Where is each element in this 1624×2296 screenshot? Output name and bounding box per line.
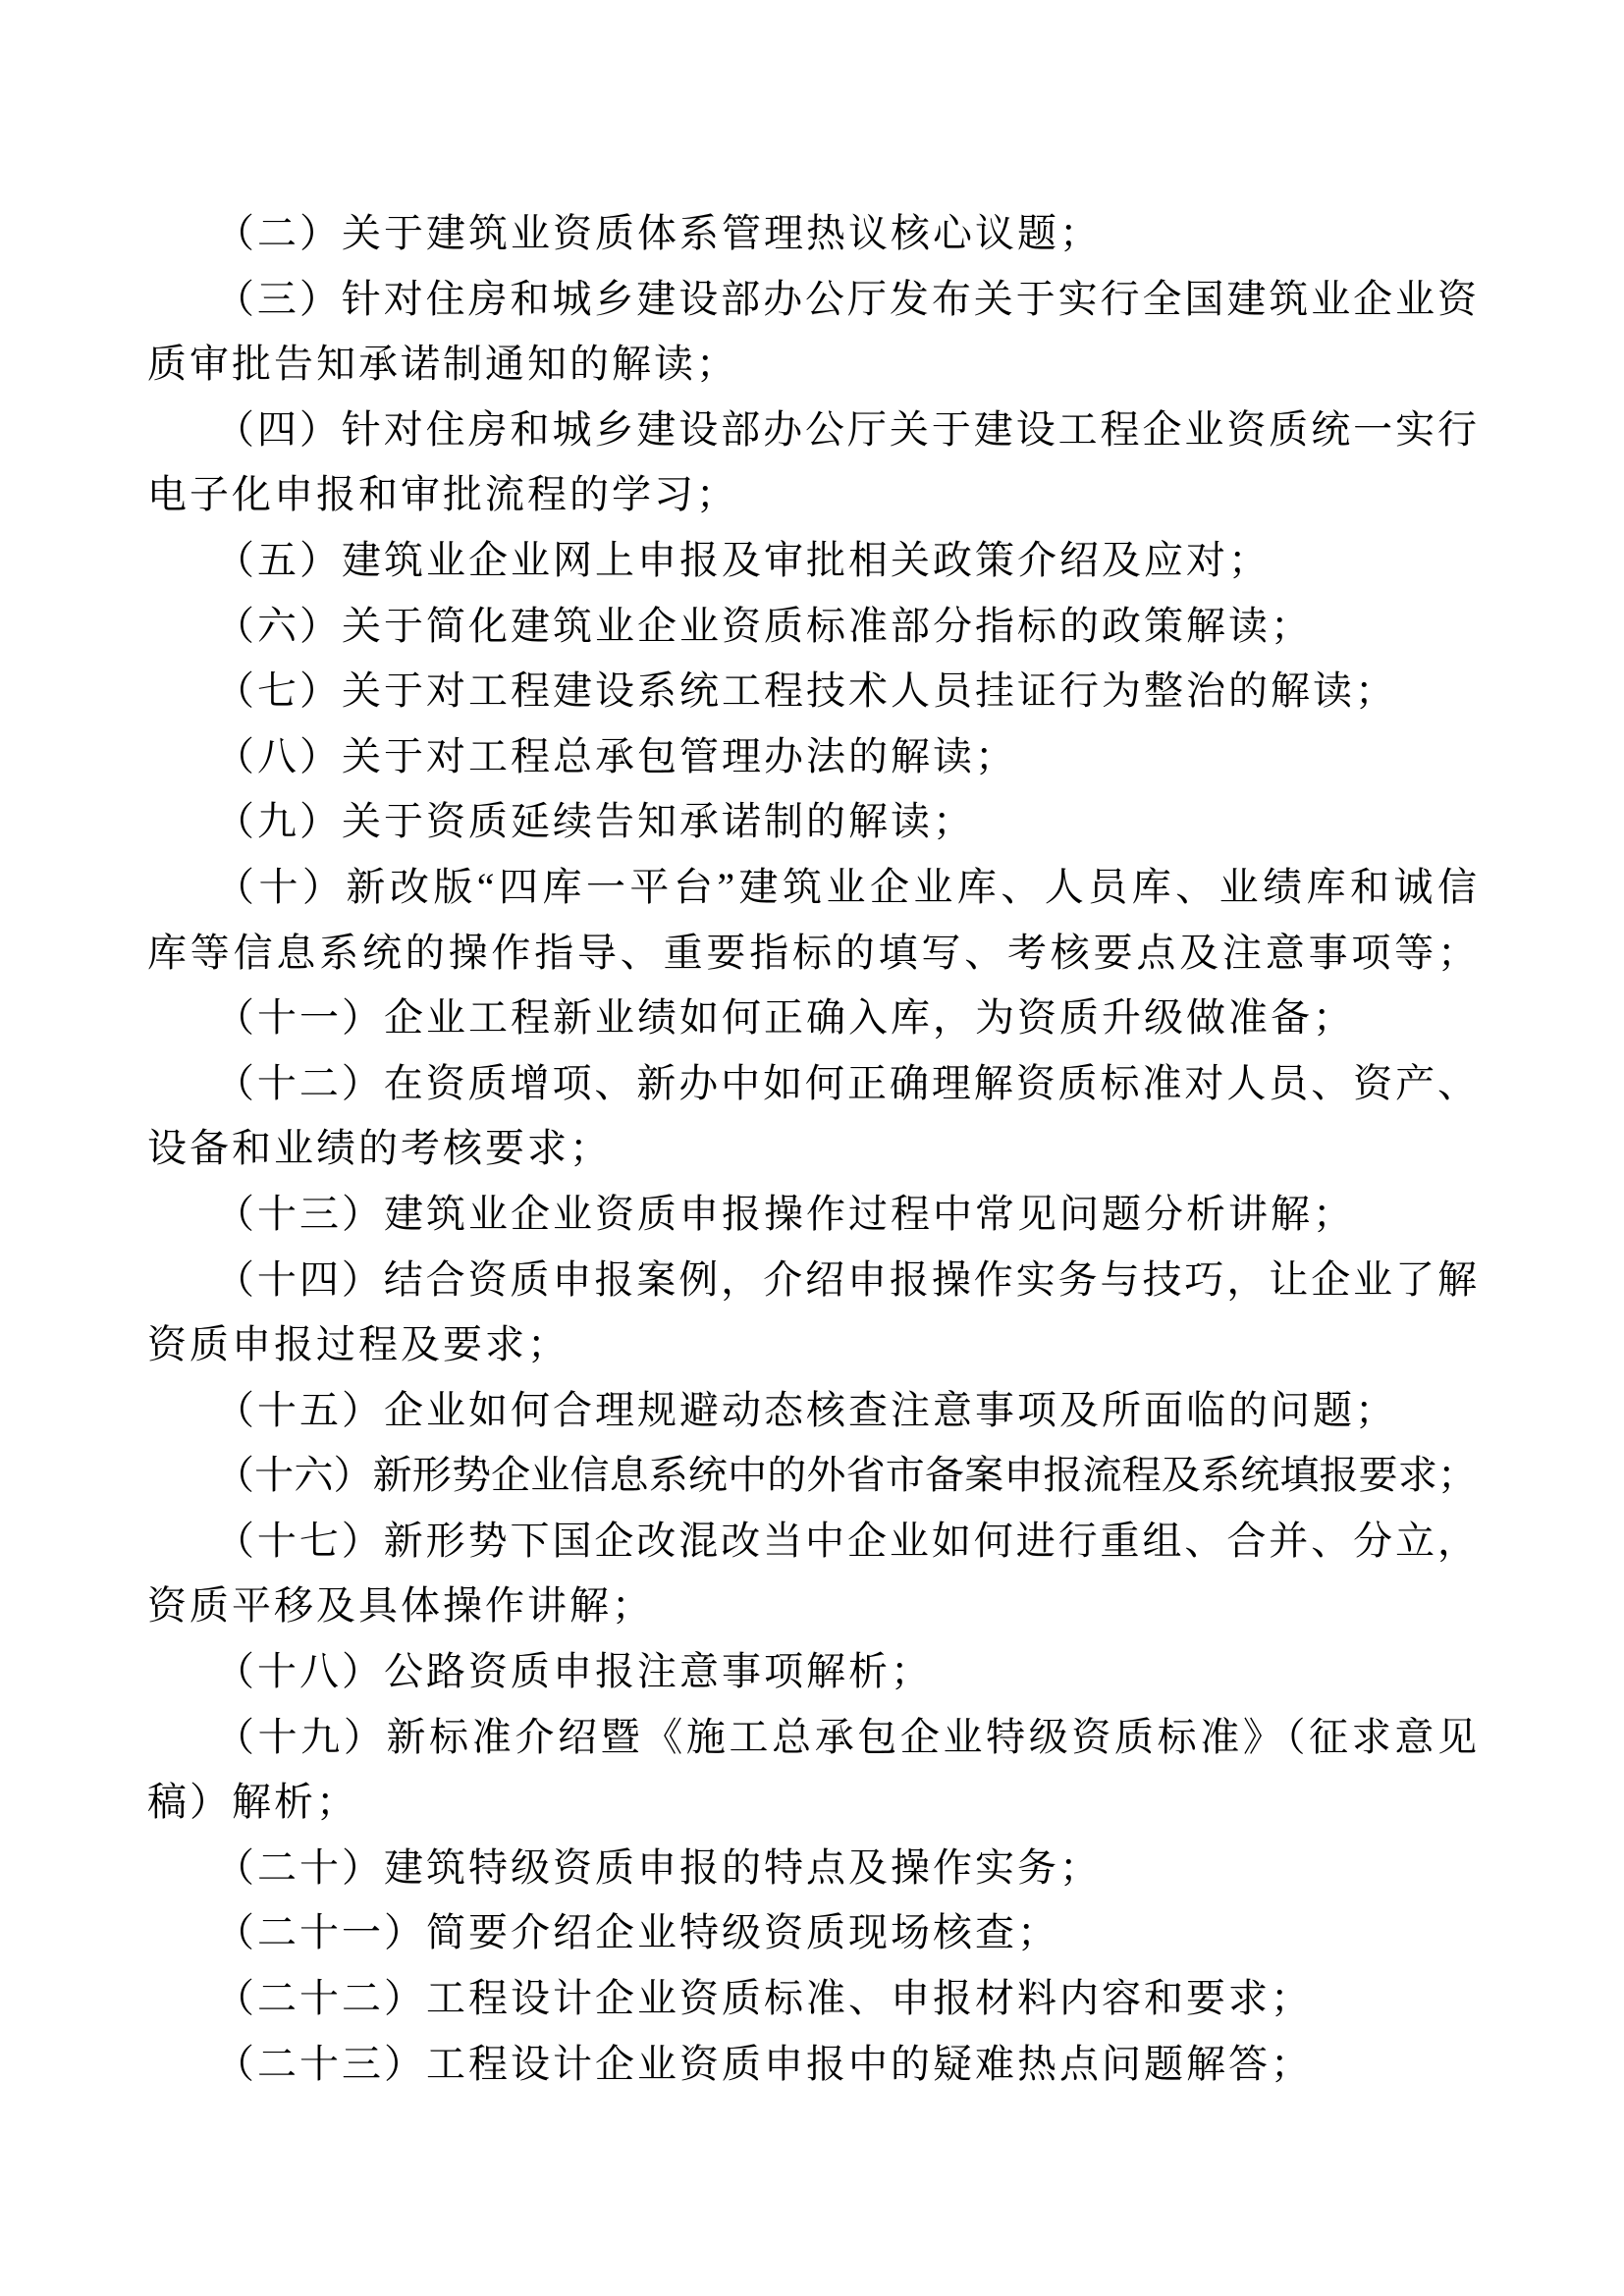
text-line: （十六）新形势企业信息系统中的外省市备案申报流程及系统填报要求； [215, 1453, 1477, 1498]
text-line: （十二）在资质增项、新办中如何正确理解资质标准对人员、资产、 [215, 1060, 1477, 1105]
text-line: （十九）新标准介绍暨《施工总承包企业特级资质标准》（征求意见 [215, 1714, 1477, 1759]
text-line: （十五）企业如何合理规避动态核查注意事项及所面临的问题； [215, 1387, 1397, 1432]
text-line: 稿）解析； [147, 1780, 358, 1825]
text-line: 设备和业绩的考核要求； [147, 1126, 612, 1171]
text-line: （十四）结合资质申报案例，介绍申报操作实务与技巧，让企业了解 [215, 1256, 1477, 1302]
text-line: （二十三）工程设计企业资质申报中的疑难热点问题解答； [215, 2041, 1313, 2086]
text-line: 质审批告知承诺制通知的解读； [147, 342, 738, 387]
text-line: （十一）企业工程新业绩如何正确入库，为资质升级做准备； [215, 995, 1355, 1041]
text-line: （九）关于资质延续告知承诺制的解读； [215, 799, 975, 844]
text-line: （二十二）工程设计企业资质标准、申报材料内容和要求； [215, 1976, 1313, 2021]
text-line: （八）关于对工程总承包管理办法的解读； [215, 733, 1017, 778]
text-line: 资质申报过程及要求； [147, 1322, 569, 1367]
text-line: （十三）建筑业企业资质申报操作过程中常见问题分析讲解； [215, 1191, 1355, 1236]
text-line: （二）关于建筑业资质体系管理热议核心议题； [215, 211, 1102, 255]
text-line: （三）针对住房和城乡建设部办公厅发布关于实行全国建筑业企业资 [215, 276, 1477, 321]
text-line: 电子化申报和审批流程的学习； [147, 472, 738, 517]
text-line: 资质平移及具体操作讲解； [147, 1583, 654, 1629]
text-line: （二十）建筑特级资质申报的特点及操作实务； [215, 1844, 1102, 1890]
text-line: （六）关于简化建筑业企业资质标准部分指标的政策解读； [215, 603, 1313, 648]
text-line: 库等信息系统的操作指导、重要指标的填写、考核要点及注意事项等； [147, 930, 1477, 975]
text-line: （十七）新形势下国企改混改当中企业如何进行重组、合并、分立， [215, 1518, 1477, 1563]
text-line: （二十一）简要介绍企业特级资质现场核查； [215, 1910, 1059, 1955]
text-line: （十八）公路资质申报注意事项解析； [215, 1649, 933, 1694]
text-line: （七）关于对工程建设系统工程技术人员挂证行为整治的解读； [215, 668, 1397, 714]
text-line: （四）针对住房和城乡建设部办公厅关于建设工程企业资质统一实行 [215, 406, 1477, 452]
text-line: （十）新改版“四库一平台”建筑业企业库、人员库、业绩库和诚信 [215, 864, 1477, 909]
text-line: （五）建筑业企业网上申报及审批相关政策介绍及应对； [215, 537, 1271, 582]
